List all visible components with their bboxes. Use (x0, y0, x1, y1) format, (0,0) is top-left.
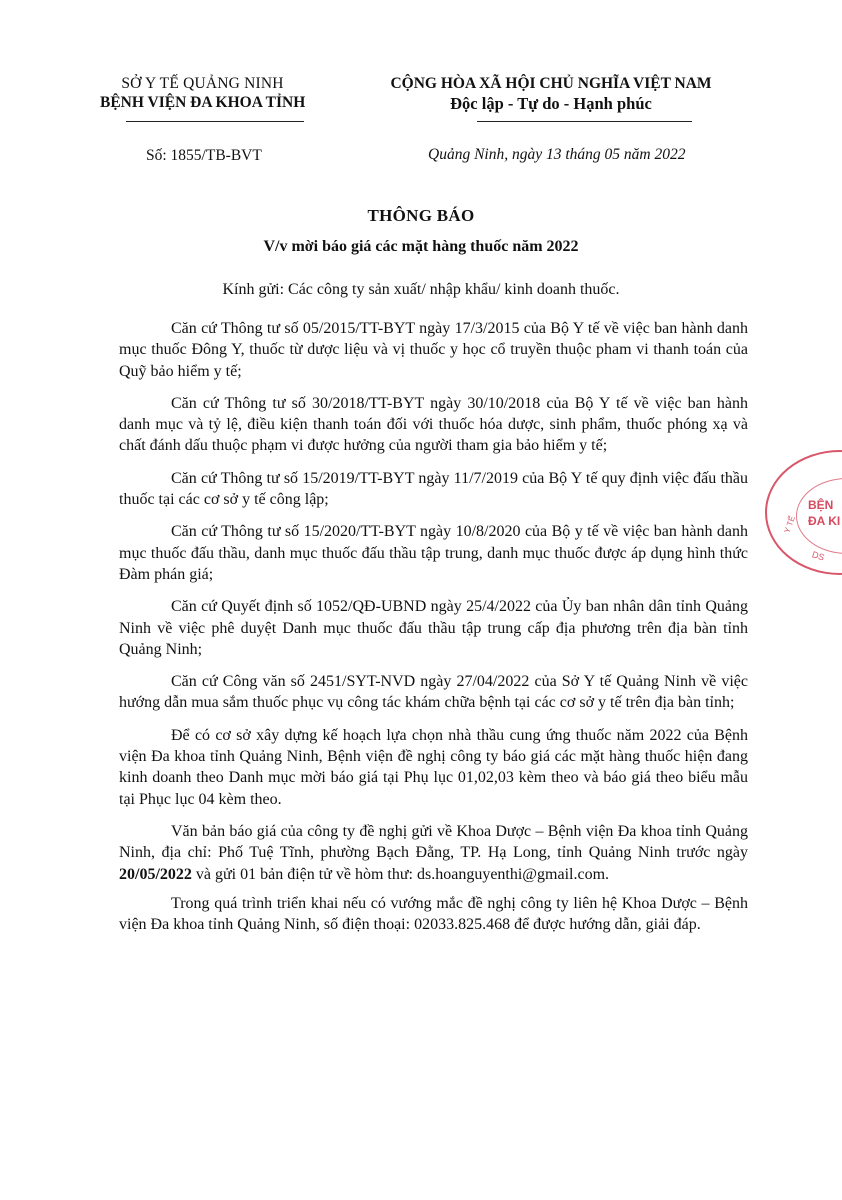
issue-date: Quảng Ninh, ngày 13 tháng 05 năm 2022 (428, 146, 686, 163)
seal-text-line1: BỆN (808, 498, 834, 512)
paragraph-request: Để có cơ sở xây dựng kế hoạch lựa chọn nhà thầu cung ứng thuốc năm 2022 của Bệnh viện Đa khoa tỉnh Quảng Ninh, Bệnh viện đề nghị công ty báo giá các mặt hàng thuốc hiện đang kinh doanh theo Danh mục mời báo giá tại Phụ lục 01,02,03 kèm theo và báo giá theo biểu mẫu tại Phục lục 04 kèm theo. (119, 726, 748, 808)
submission-text-a: Văn bản báo giá của công ty đề nghị gửi về Khoa Dược – Bệnh viện Đa khoa tỉnh Quảng Ninh, địa chỉ: Phố Tuệ Tĩnh, phường Bạch Đằng, TP. Hạ Long, tỉnh Quảng Ninh trước ngày (119, 822, 748, 862)
paragraph-legal-basis-1: Căn cứ Thông tư số 05/2015/TT-BYT ngày 17/3/2015 của Bộ Y tế về việc ban hành danh mục thuốc Đông Y, thuốc từ dược liệu và vị thuốc y học cổ truyền thuộc pham vi thanh toán của Quỹ bảo hiểm y tế; (119, 320, 748, 380)
republic-name: CỘNG HÒA XÃ HỘI CHỦ NGHĨA VIỆT NAM (390, 75, 712, 92)
document-subject: V/v mời báo giá các mặt hàng thuốc năm 2022 (263, 238, 579, 255)
issuer-block (100, 74, 305, 113)
agency-name: SỞ Y TẾ QUẢNG NINH (121, 75, 284, 92)
paragraph-legal-basis-3: Căn cứ Thông tư số 15/2019/TT-BYT ngày 11/7/2019 của Bộ Y tế quy định việc đấu thầu thuốc tại các cơ sở y tế công lập; (119, 469, 748, 509)
seal-edge-text-bottom: DS (810, 549, 826, 563)
national-motto: Độc lập - Tự do - Hạnh phúc (450, 94, 652, 113)
seal-edge-text-left: Y TẾ (782, 514, 797, 535)
paragraph-legal-basis-5: Căn cứ Quyết định số 1052/QĐ-UBND ngày 25/4/2022 của Ủy ban nhân dân tỉnh Quảng Ninh về việc phê duyệt Danh mục thuốc đấu thầu tập trung cấp địa phương trên địa bàn tỉnh Quảng Ninh; (119, 598, 748, 658)
document-title: THÔNG BÁO (367, 206, 475, 225)
submission-text-b: và gửi 01 bản điện tử về hòm thư: ds.hoanguyenthi@gmail.com. (191, 865, 610, 883)
paragraph-legal-basis-2: Căn cứ Thông tư số 30/2018/TT-BYT ngày 30/10/2018 của Bộ Y tế về việc ban hành danh mục và tỷ lệ, điều kiện thanh toán đối với thuốc hóa dược, sinh phẩm, thuốc phóng xạ và chất đánh dấu thuộc phạm vi được hưởng của người tham gia bảo hiểm y tế; (119, 394, 748, 455)
national-header (383, 74, 719, 114)
paragraph-contact: Trong quá trình triển khai nếu có vướng mắc đề nghị công ty liên hệ Khoa Dược – Bệnh viện Đa khoa tỉnh Quảng Ninh, số điện thoại: 02033.825.468 để được hướng dẫn, giải đáp. (119, 894, 748, 934)
paragraph-legal-basis-6: Căn cứ Công văn số 2451/SYT-NVD ngày 27/04/2022 của Sở Y tế Quảng Ninh về việc hướng dẫn mua sắm thuốc phục vụ công tác khám chữa bệnh tại các cơ sở y tế trên địa bàn tỉnh; (119, 673, 748, 712)
issuer-underline (126, 121, 304, 122)
document-body (119, 318, 748, 946)
motto-underline (477, 121, 692, 122)
document-number: Số: 1855/TB-BVT (146, 147, 262, 164)
hospital-name: BỆNH VIỆN ĐA KHOA TỈNH (100, 94, 306, 111)
seal-text-line2: ĐA KI (808, 514, 841, 528)
paragraph-legal-basis-4: Căn cứ Thông tư số 15/2020/TT-BYT ngày 10/8/2020 của Bộ y tế về việc ban hành danh mục thuốc đấu thầu, danh mục thuốc đấu thầu tập trung, danh mục thuốc được áp dụng hình thức Đàm phán giá; (119, 523, 748, 583)
recipient-line: Kính gửi: Các công ty sản xuất/ nhập khẩu/ kinh doanh thuốc. (222, 281, 620, 298)
paragraph-submission (119, 821, 748, 885)
submission-deadline: 20/05/2022 (119, 865, 192, 883)
